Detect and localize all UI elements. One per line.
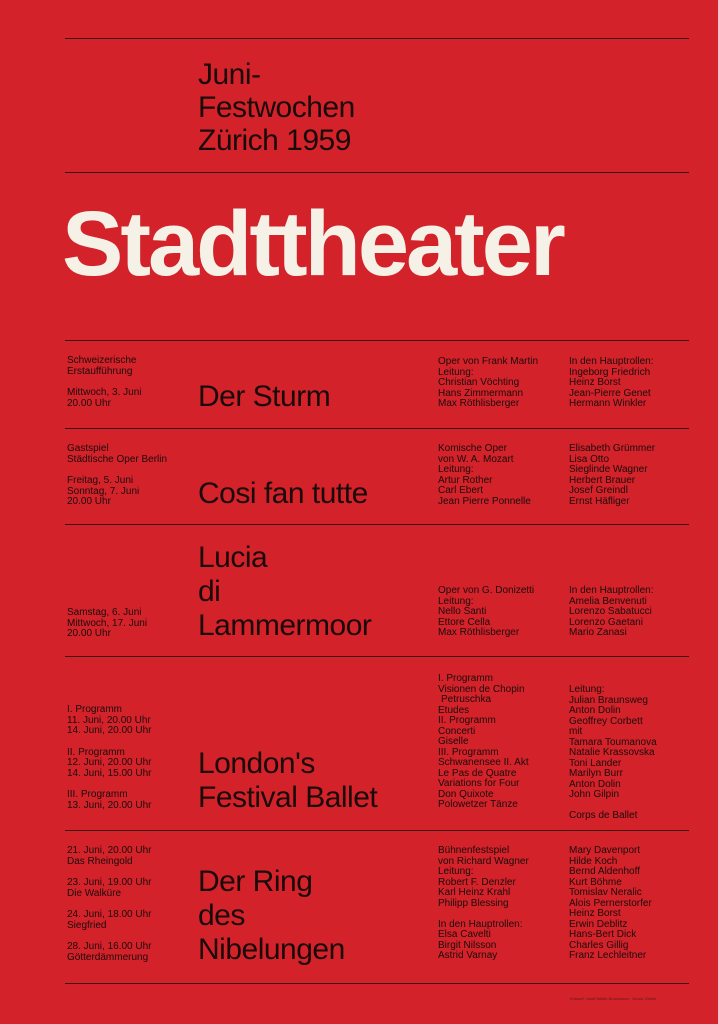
event-title-line: London's — [198, 747, 315, 780]
rule-header — [65, 172, 689, 173]
program-line: Concerti — [438, 725, 476, 737]
program-line: Visionen de Chopin — [438, 683, 525, 695]
cast-line: Marilyn Burr — [569, 768, 623, 779]
cast-line: Josef Greindl — [569, 485, 628, 496]
program-line: Le Pas de Quatre — [438, 767, 517, 779]
program-line: Variations for Four — [438, 778, 520, 789]
info-line: 20.00 Uhr — [67, 628, 111, 639]
cast-line: Julian Braunsweg — [569, 694, 648, 706]
event-cast — [569, 586, 654, 639]
cast-line: Erwin Deblitz — [569, 918, 628, 930]
event-credits — [438, 586, 534, 639]
info-line: Sonntag, 7. Juni — [67, 485, 140, 497]
event-title — [198, 865, 345, 967]
info-line: 20.00 Uhr — [67, 496, 111, 507]
info-line: II. Programm — [67, 746, 125, 758]
event-title-line: Lucia — [198, 541, 268, 574]
spacer — [438, 909, 529, 920]
info-line: 23. Juni, 19.00 Uhr — [67, 877, 152, 888]
cast-line: Natalie Krassovska — [569, 747, 655, 758]
info-line: 13. Juni, 20.00 Uhr — [67, 799, 152, 811]
cast-line: In den Hauptrollen: — [569, 356, 654, 367]
info-line: Schweizerische — [67, 355, 137, 366]
cast-line: Elisabeth Grümmer — [569, 443, 656, 454]
program-line: Petruschka — [441, 694, 492, 705]
event-title-line: Lammermoor — [198, 609, 372, 642]
program-line: II. Programm — [438, 715, 496, 726]
credit-line: Nello Santi — [438, 606, 487, 617]
program-line: I. Programm — [438, 673, 494, 684]
cast-line: Lorenzo Sabatucci — [569, 606, 652, 617]
printer-credit: Entwurf: Josef Müller-Brockmann · Druck: Zürich — [570, 996, 657, 1001]
cast-line: Lisa Otto — [569, 453, 610, 465]
cast-line: Bernd Aldenhoff — [569, 866, 640, 877]
cast-line: Leitung: — [569, 684, 605, 695]
event-credits — [438, 444, 531, 507]
event-title — [198, 477, 368, 511]
info-line: Mittwoch, 3. Juni — [67, 387, 142, 398]
credit-line: Robert F. Denzler — [438, 876, 516, 888]
credit-line: Carl Ebert — [438, 485, 484, 496]
event-program — [438, 674, 529, 811]
cast-line: Heinz Borst — [569, 377, 621, 388]
info-line: Die Walküre — [67, 887, 122, 899]
info-line: Städtische Oper Berlin — [67, 453, 168, 465]
credit-line: Birgit Nilsson — [438, 939, 497, 951]
cast-line: Heinz Borst — [569, 908, 621, 919]
cast-line: Toni Lander — [569, 757, 622, 769]
rule-section — [65, 428, 689, 429]
event-title — [198, 380, 330, 414]
program-line: Giselle — [438, 736, 469, 747]
cast-line: Amelia Benvenuti — [569, 595, 647, 607]
cast-line: Corps de Ballet — [569, 810, 638, 821]
event-title-line: di — [198, 575, 221, 608]
rule-bottom — [65, 983, 689, 984]
festival-title — [198, 58, 355, 157]
program-line: Don Quixote — [438, 788, 494, 800]
program-line: III. Programm — [438, 746, 499, 758]
event-title-line: Festival Ballet — [198, 781, 378, 814]
event-cast — [569, 846, 652, 962]
info-line: 24. Juni, 18.00 Uhr — [67, 909, 152, 920]
info-line: Erstaufführung — [67, 365, 133, 377]
credit-line: Leitung: — [438, 866, 474, 877]
event-title — [198, 747, 377, 815]
rule-top — [65, 38, 689, 39]
event-dates — [67, 608, 147, 651]
rule-section — [65, 340, 689, 341]
cast-line: Sieglinde Wagner — [569, 464, 648, 475]
rule-section — [65, 830, 689, 831]
credit-line: Hans Zimmermann — [438, 387, 524, 399]
event-credits — [438, 846, 529, 962]
event-title-line: Der Ring — [198, 865, 313, 898]
cast-line: Anton Dolin — [569, 778, 621, 790]
cast-line: Hilde Koch — [569, 855, 618, 867]
festival-title-line: Festwochen — [198, 91, 355, 124]
credit-line: Artur Rother — [438, 474, 493, 486]
venue-banner: Stadttheater — [62, 193, 563, 295]
event-credits — [438, 357, 538, 410]
credit-line: In den Hauptrollen: — [438, 918, 523, 930]
event-title-line: Cosi fan tutte — [198, 477, 368, 510]
credit-line: Astrid Varnay — [438, 950, 498, 961]
cast-line: Anton Dolin — [569, 705, 621, 716]
cast-line: Lorenzo Gaetani — [569, 616, 643, 628]
event-title-line: Nibelungen — [198, 933, 345, 966]
cast-line: Ingeborg Friedrich — [569, 366, 651, 378]
credit-line: Komische Oper — [438, 443, 507, 454]
credit-line: Leitung: — [438, 464, 474, 475]
info-line: 14. Juni, 15.00 Uhr — [67, 767, 152, 779]
info-line: Götterdämmerung — [67, 951, 149, 963]
credit-line: Bühnenfestspiel — [438, 845, 510, 856]
event-title-line: des — [198, 899, 245, 932]
festival-title-line: Zürich 1959 — [198, 124, 351, 157]
credit-line: Ettore Cella — [438, 616, 491, 628]
credit-line: Karl Heinz Krahl — [438, 887, 511, 898]
cast-line: Hans-Bert Dick — [569, 929, 637, 940]
credit-line: Oper von G. Donizetti — [438, 585, 535, 596]
cast-line: In den Hauptrollen: — [569, 585, 654, 596]
cast-line: mit — [569, 726, 583, 737]
program-line: Polowetzer Tänze — [438, 799, 518, 810]
info-line: 14. Juni, 20.00 Uhr — [67, 725, 152, 736]
credit-line: Leitung: — [438, 366, 474, 378]
event-cast — [569, 685, 657, 822]
program-line: Etudes — [438, 704, 470, 716]
cast-line: Ernst Häfliger — [569, 495, 630, 507]
info-line: I. Programm — [67, 704, 123, 715]
info-line: 28. Juni, 16.00 Uhr — [67, 941, 152, 952]
rule-section — [65, 656, 689, 657]
credit-line: Elsa Cavelti — [438, 929, 491, 940]
cast-line: Kurt Böhme — [569, 876, 622, 888]
credit-line: von Richard Wagner — [438, 855, 529, 867]
info-line: 12. Juni, 20.00 Uhr — [67, 757, 152, 768]
cast-line: Jean-Pierre Genet — [569, 387, 651, 399]
cast-line: John Gilpin — [569, 789, 620, 800]
info-line: III. Programm — [67, 789, 128, 800]
festival-title-line: Juni- — [198, 58, 261, 91]
credit-line: Oper von Frank Martin — [438, 356, 539, 367]
info-line: Freitag, 5. Juni — [67, 475, 134, 486]
credit-line: von W. A. Mozart — [438, 453, 514, 465]
event-cast — [569, 357, 654, 410]
cast-line: Herbert Brauer — [569, 474, 636, 486]
info-line: Das Rheingold — [67, 855, 133, 867]
info-line: Gastspiel — [67, 443, 109, 454]
credit-line: Max Röthlisberger — [438, 398, 520, 409]
event-title — [198, 541, 371, 643]
info-line: Mittwoch, 17. Juni — [67, 617, 148, 629]
info-line: Samstag, 6. Juni — [67, 607, 142, 618]
info-line: 21. Juni, 20.00 Uhr — [67, 845, 152, 856]
event-dates — [67, 705, 152, 822]
credit-line: Christian Vöchting — [438, 377, 520, 388]
credit-line: Leitung: — [438, 595, 474, 607]
cast-line: Tomislav Neralic — [569, 887, 642, 898]
event-dates — [67, 846, 152, 974]
program-line: Schwanensee II. Akt — [438, 757, 529, 768]
credit-line: Max Röthlisberger — [438, 627, 520, 638]
cast-line: Mario Zanasi — [569, 627, 627, 638]
cast-line: Franz Lechleitner — [569, 950, 647, 961]
info-line: 20.00 Uhr — [67, 397, 111, 409]
cast-line: Hermann Winkler — [569, 398, 647, 409]
credit-line: Jean Pierre Ponnelle — [438, 495, 531, 507]
event-title-line: Der Sturm — [198, 380, 331, 413]
cast-line: Charles Gillig — [569, 939, 629, 951]
cast-line: Geoffrey Corbett — [569, 715, 643, 727]
info-line: 11. Juni, 20.00 Uhr — [67, 714, 151, 726]
credit-line: Philipp Blessing — [438, 897, 509, 909]
event-cast — [569, 444, 655, 507]
event-dates — [67, 356, 141, 420]
rule-section — [65, 524, 689, 525]
cast-line: Mary Davenport — [569, 845, 641, 856]
info-line: Siegfried — [67, 919, 107, 931]
event-dates — [67, 444, 167, 519]
cast-line: Tamara Toumanova — [569, 736, 657, 748]
cast-line: Alois Pernerstorfer — [569, 897, 652, 909]
